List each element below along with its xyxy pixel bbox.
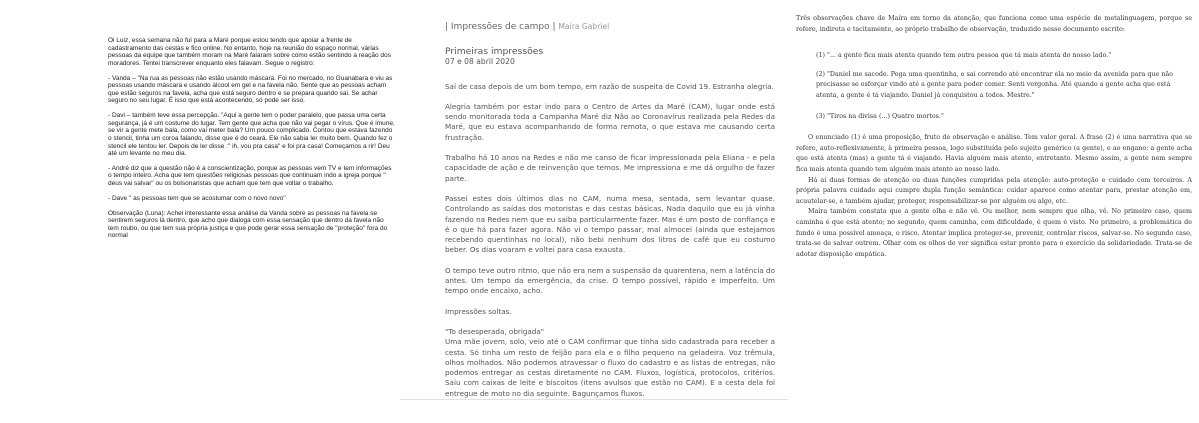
- page-header: [445, 22, 775, 32]
- col2-paragraph: Alegria também por estar indo para o Centro de Artes da Maré (CAM), lugar onde está sendo monitorada toda a Campanha Maré diz Não ao Coronavírus realizada pela Redes da Maré, que eu estava acompanhando de forma remota, o que estava me causando certa frustração.: [445, 101, 775, 142]
- col2-paragraph: Passei estes dois últimos dias no CAM, numa mesa, sentada, sem levantar quase. Controlando as saídas dos motoristas e das cestas básicas. Nada daquilo que eu já vinha fazendo na Redes nem que eu saiba particularmente fazer. Mas é um posto de confiança e é o que há para fazer agora. Não vi o tempo passar, mal almocei (ainda que estejamos recebendo quentinhas no local), não bebi nenhum dos litros de café que eu costumo beber. Os dias voaram e voltei para casa exausta.: [445, 193, 775, 255]
- col1-paragraph: Oi Luiz, essa semana não fui para a Maré porque estou tendo que apoiar a frente de cadastramento das cestas e fico online. No entanto, hoje na reunião do espaço normal, várias pessoas da equipe que também moram na Maré falaram sobre como estão sentindo a reação dos moradores. Tentei transcrever enquanto eles falavam. Segue o registro:: [108, 37, 391, 67]
- quote-title: "To desesperada, obrigada": [445, 326, 545, 336]
- col3-paragraph: O enunciado (1) é uma proposição, fruto de observação e análise. Tem valor geral. A frase (2) é uma narrativa que se refere, auto-reflexivamente, à primeira pessoa, logo substituída pelo sujeito genérico (a gente), e ao engano: a gente acha que está atenta (mas) a gente tá é viajando. Havia alguém mais atento, entretanto. Mesmo assim, a gente nem sempre fica mais atenta quando tem alguém mais atento ao nosso lado.: [796, 134, 1192, 173]
- col3-intro: Três observações chave de Maíra em torno da atenção, que funciona como uma espécie de metalinguagem, porque se refere, indireta e tacitamente, ao próprio trabalho de observação, traduzido nesse documento escrito:: [796, 15, 1192, 33]
- col1-paragraph: Observação (Luna): Achei interessante essa análise da Vanda sobre as pessoas na favela se sentirem seguros lá dentro, que acho que dialoga com essa sensação que dentro da favela não tem roubo, ou que tem sua própria justiça e que pode gerar essa sensação de "proteção" fora do normal: [108, 209, 388, 240]
- col2-paragraph: Saí de casa depois de um bom tempo, em razão de suspeita de Covid 19. Estranha alegria.: [445, 81, 774, 91]
- document-page-3: [788, 0, 1199, 423]
- col1-paragraph: - Dave " as pessoas tem que se acostumar com o novo novo": [108, 194, 286, 202]
- page-break: [400, 399, 788, 400]
- document-page-2: [400, 0, 788, 423]
- header-title: | Impressões de campo |: [445, 22, 556, 32]
- col2-paragraph: Impressões soltas.: [445, 306, 512, 316]
- page-2-text: [445, 22, 775, 399]
- col3-quote: (2) "Daniel me sacode. Pega uma quentinha, e sai correndo até encontrar ela no meio da avenida para que não precisasse se esforçar vindo até a gente para poder comer. Senti vergonha. Até quando a gente acha que está atenta, a gente é tá viajando. Daniel já conquistou a todos. Mestre.": [816, 70, 1174, 99]
- col3-quote: (1) "... a gente fica mais atenta quando tem outra pessoa que tá mais atenta do nosso lado.": [816, 52, 1112, 60]
- col3-paragraph: Maíra também constata que a gente olha e não vê. Ou melhor, nem sempre que olha, vê. No primeiro caso, quem caminha é que está atento; no segundo, quem caminha, com dificuldade, é quem é visto. No primeiro, a problemática de fundo é uma possível ameaça, o risco. Atentar implica proteger-se, prevenir, controlar riscos, salvar-se. No segundo caso, trata-se de salvar outrem. Olhar com os olhos de ver significa estar pronto para o exercício da solidariedade. Trata-se de adotar disposição empática.: [796, 208, 1192, 258]
- col1-paragraph: - André diz que a questão não é a conscientização, porque as pessoas vem TV e tem informações o tempo inteiro. Acha que tem questões religiosas pessoas que continuam indo a igreja porque " deus vai salvar" ou os bolsonaristas que acham que tem que voltar o trabalho.: [108, 164, 392, 188]
- col1-paragraph: - Vanda – "Na rua as pessoas não estão usando máscara. Foi no mercado, no Guanabara e viu as pessoas usando máscara e usando álcool em gel e na favela não. Sente que as pessoas acham que estão seguros na favela, acha que está seguro dentro e se prepara quando sai. Se achar seguro no seu lugar. É isso que está acontecendo, só pode ser isso.: [108, 74, 393, 105]
- document-page-1: [0, 0, 400, 423]
- col1-paragraph: - Davi – também teve essa percepção. "Aqui a gente tem o poder paralelo, que passa uma certa segurança, já é um costume do lugar. Tem gente que acha que não vai pegar o vírus. Que é imune, se vir a gente mete bala, como vai meter bala? Um pouco complicado. Contou que estava fazendo o stencil, tinha um coroa falando, disse que é do ceará. Ele não sabia ler muito bem. Quando fez o stencil ele tentou ler. Depois de ler disse :" ih, vou pra casa" e foi pra casa! Começamos a rir! Deu até um levante no meu dia.: [108, 112, 395, 158]
- page-date: 07 e 08 abril 2020: [445, 57, 515, 67]
- quote-text: Uma mãe jovem, solo, veio até o CAM confirmar que tinha sido cadastrada para receber a cesta. Só tinha um resto de feijão para ela e o filho pequeno na geladeira. Voz trêmula, olhos molhados. Não podemos atravessar o fluxo do cadastro e as listas de entregas, não podemos entregar as cestas diretamente no CAM. Fluxos, logística, protocolos, critérios. Saiu com caixas de leite e biscoitos (itens avulsos que estão no CAM). E a cesta dela foi entregue de moto no dia seguinte. Bagunçamos fluxos.: [445, 337, 775, 398]
- col3-paragraph: Há aí duas formas de atenção ou duas funções cumpridas pela atenção: auto-proteção e cuidado com terceiros. A própria palavra cuidado aqui cumpre dupla função semântica: cuidar aparece como atentar para, prestar atenção em, acautelar-se, e também ajudar, proteger, responsabilizar-se por alguém ou algo, etc.: [796, 176, 1192, 205]
- page-title: Primeiras impressões: [445, 46, 544, 58]
- col2-paragraph: O tempo teve outro ritmo, que não era nem a suspensão da quarentena, nem a latência do antes. Um tempo da emergência, da crise. O tempo possível, rápido e imperfeito. Um tempo onde encaixo, acho.: [445, 265, 775, 296]
- page-3-text: [796, 14, 1192, 260]
- col2-paragraph: Trabalho há 10 anos na Redes e não me canso de ficar impressionada pela Eliana - e pela capacidade de ação e de reinvenção que temos. Me impressiona e me dá orgulho de fazer parte.: [445, 153, 775, 183]
- col3-quote: (3) "Tiros na divisa (...) Quatro mortos.": [816, 112, 944, 120]
- header-author: Maira Gabriel: [558, 22, 610, 31]
- page-1-text: [108, 37, 396, 247]
